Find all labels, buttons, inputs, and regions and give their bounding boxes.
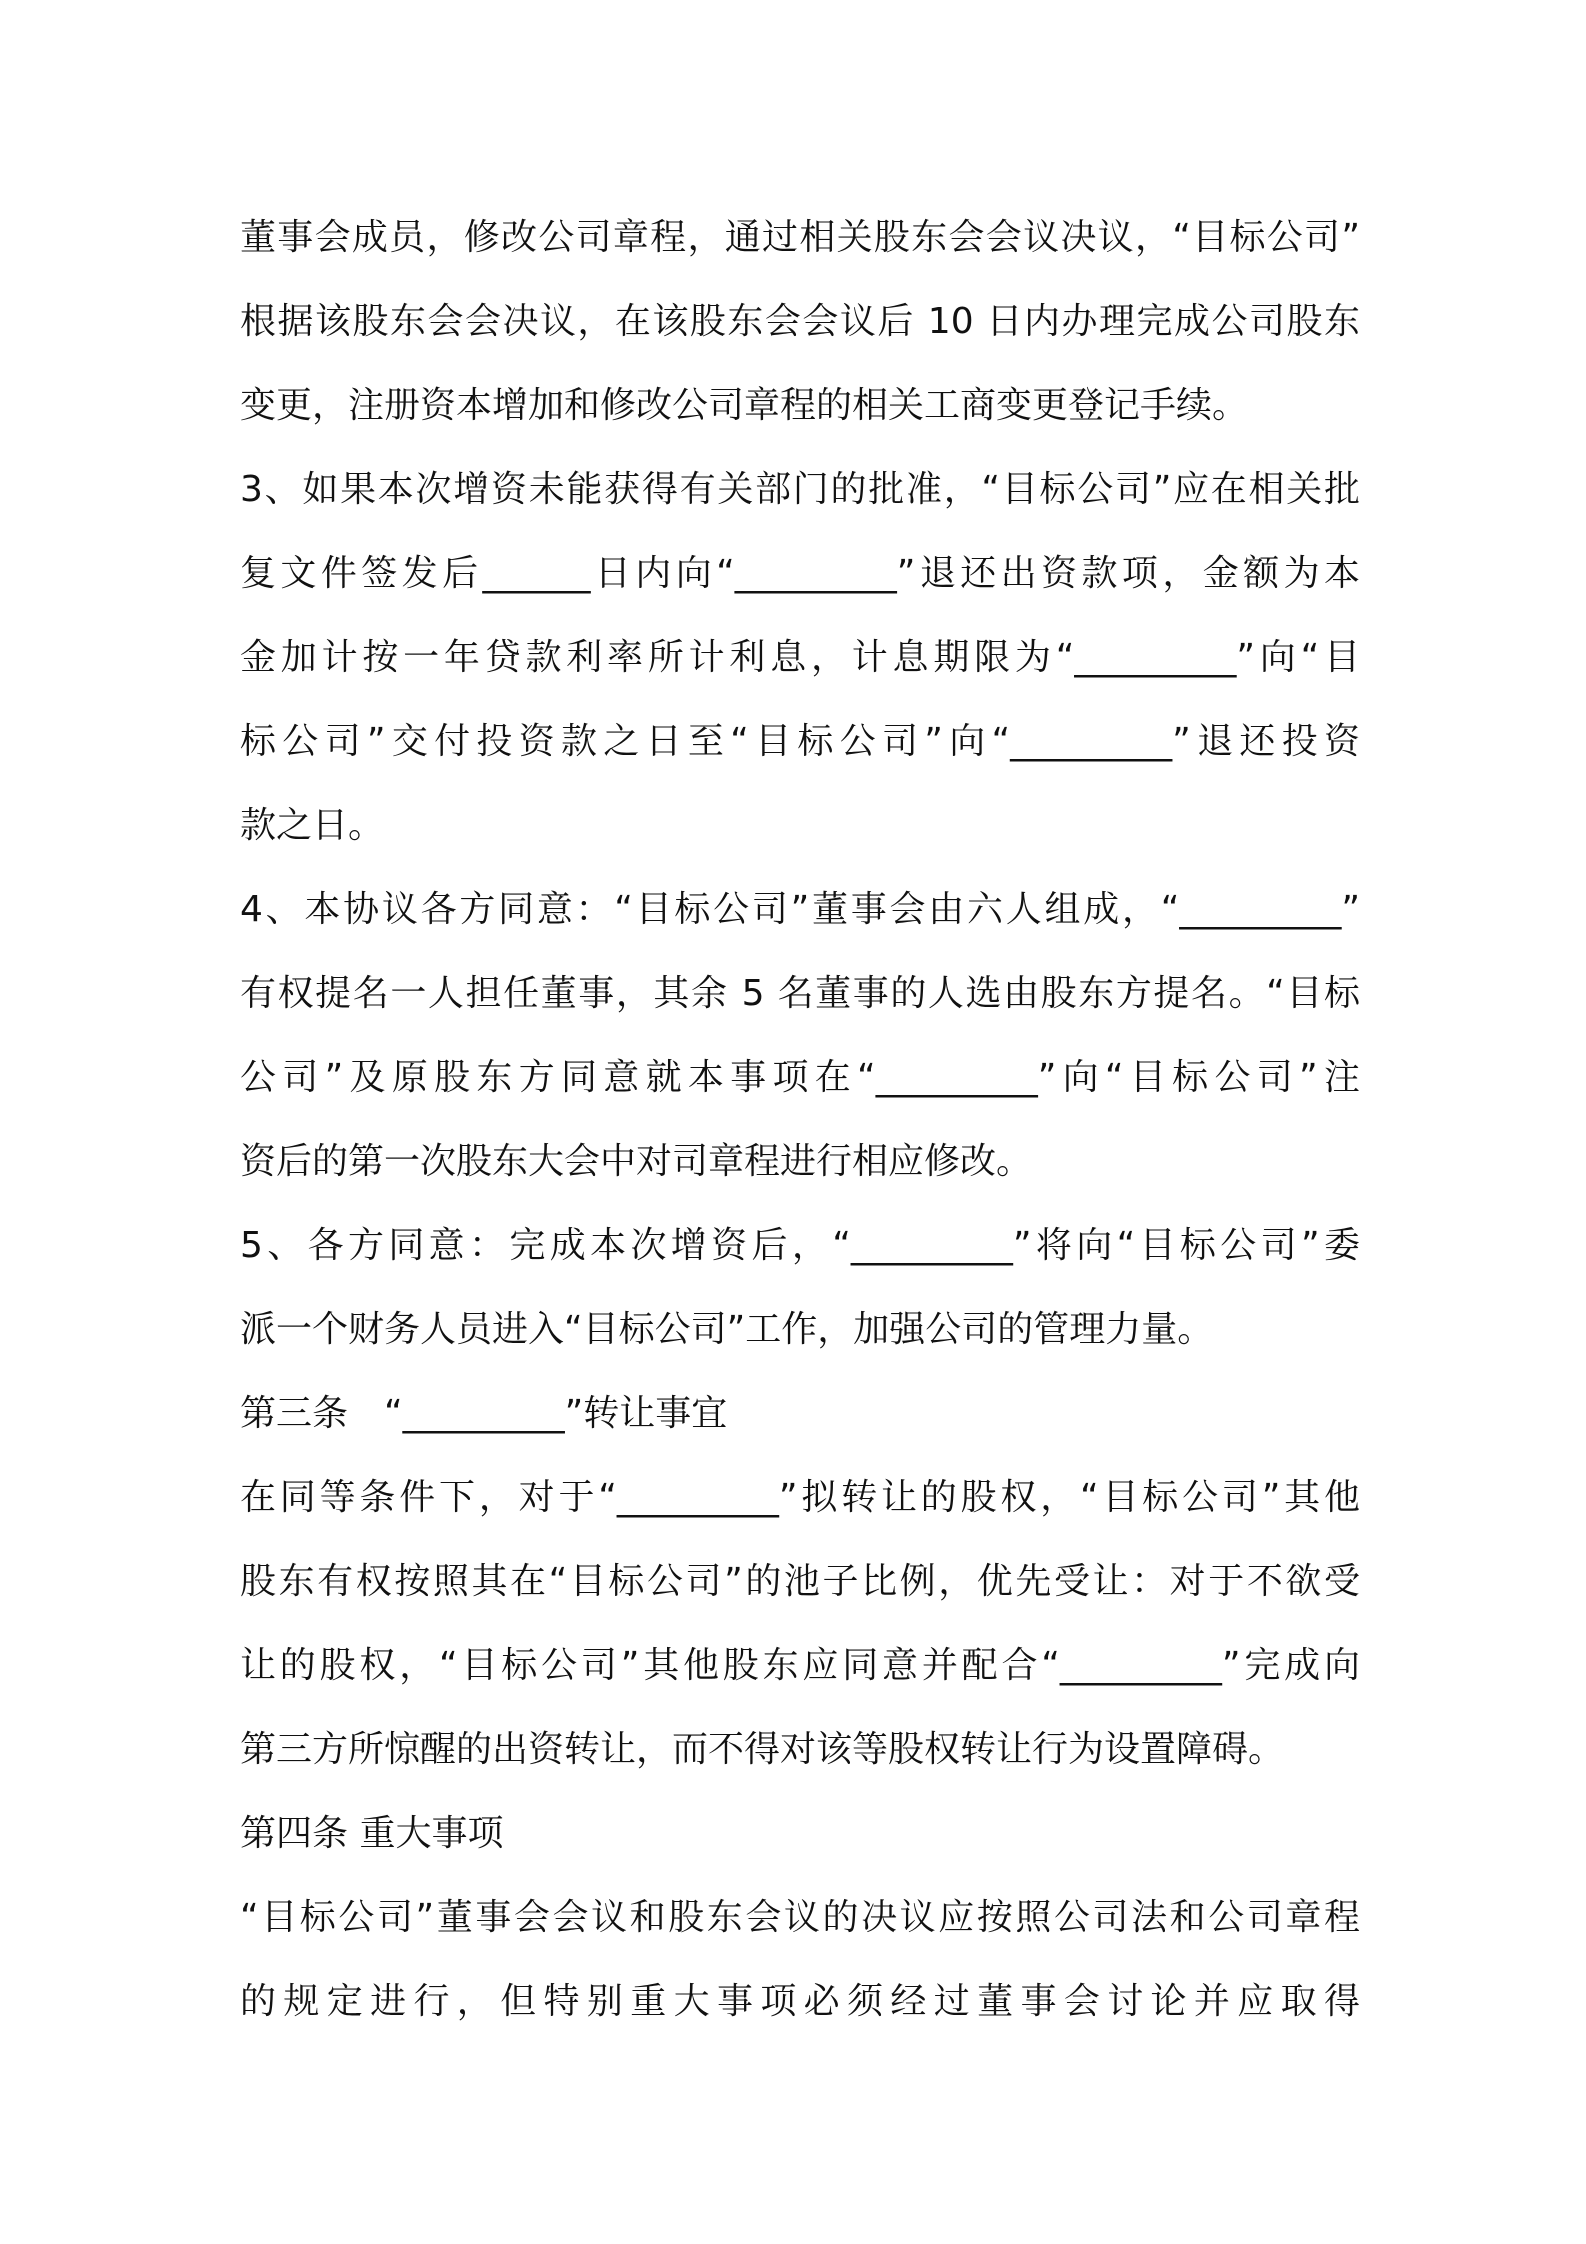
text-line-17: 股东有权按照其在“目标公司”的池子比例，优先受让：对于不欲受 <box>240 1561 1360 1602</box>
text-line-16: 在同等条件下，对于“_________”拟转让的股权，“目标公司”其他 <box>240 1477 1360 1518</box>
text-line-11: 公司”及原股东方同意就本事项在“_________”向“目标公司”注 <box>240 1057 1360 1098</box>
text-line-10: 有权提名一人担任董事，其余 5 名董事的人选由股东方提名。“目标 <box>240 973 1360 1014</box>
text-line-1: 董事会成员，修改公司章程，通过相关股东会会议决议，“目标公司” <box>240 217 1360 258</box>
text-line-12: 资后的第一次股东大会中对司章程进行相应修改。 <box>240 1141 1033 1182</box>
text-line-5: 复文件签发后______日内向“_________”退还出资款项，金额为本 <box>240 553 1360 594</box>
section-heading-article-3: 第三条 “_________”转让事宜 <box>240 1393 728 1434</box>
text-line-13: 5、各方同意：完成本次增资后，“_________”将向“目标公司”委 <box>240 1225 1360 1266</box>
text-line-18: 让的股权，“目标公司”其他股东应同意并配合“_________”完成向 <box>240 1645 1360 1686</box>
text-line-19: 第三方所惊醒的出资转让，而不得对该等股权转让行为设置障碍。 <box>240 1729 1285 1770</box>
text-line-9: 4、本协议各方同意：“目标公司”董事会由六人组成，“_________” <box>240 889 1360 930</box>
section-heading-article-4: 第四条 重大事项 <box>240 1813 504 1854</box>
document-body <box>240 196 1360 2044</box>
text-line-4: 3、如果本次增资未能获得有关部门的批准，“目标公司”应在相关批 <box>240 469 1360 510</box>
text-line-14: 派一个财务人员进入“目标公司”工作，加强公司的管理力量。 <box>240 1309 1214 1350</box>
text-line-8: 款之日。 <box>240 805 385 846</box>
text-line-21: “目标公司”董事会会议和股东会议的决议应按照公司法和公司章程 <box>240 1897 1360 1938</box>
text-line-6: 金加计按一年贷款利率所计利息，计息期限为“_________”向“目 <box>240 637 1360 678</box>
text-line-2: 根据该股东会会决议，在该股东会会议后 10 日内办理完成公司股东 <box>240 301 1360 342</box>
text-line-3: 变更，注册资本增加和修改公司章程的相关工商变更登记手续。 <box>240 385 1249 426</box>
text-line-7: 标公司”交付投资款之日至“目标公司”向“_________”退还投资 <box>240 721 1360 762</box>
text-line-22: 的规定进行，但特别重大事项必须经过董事会讨论并应取得 <box>240 1981 1360 2022</box>
